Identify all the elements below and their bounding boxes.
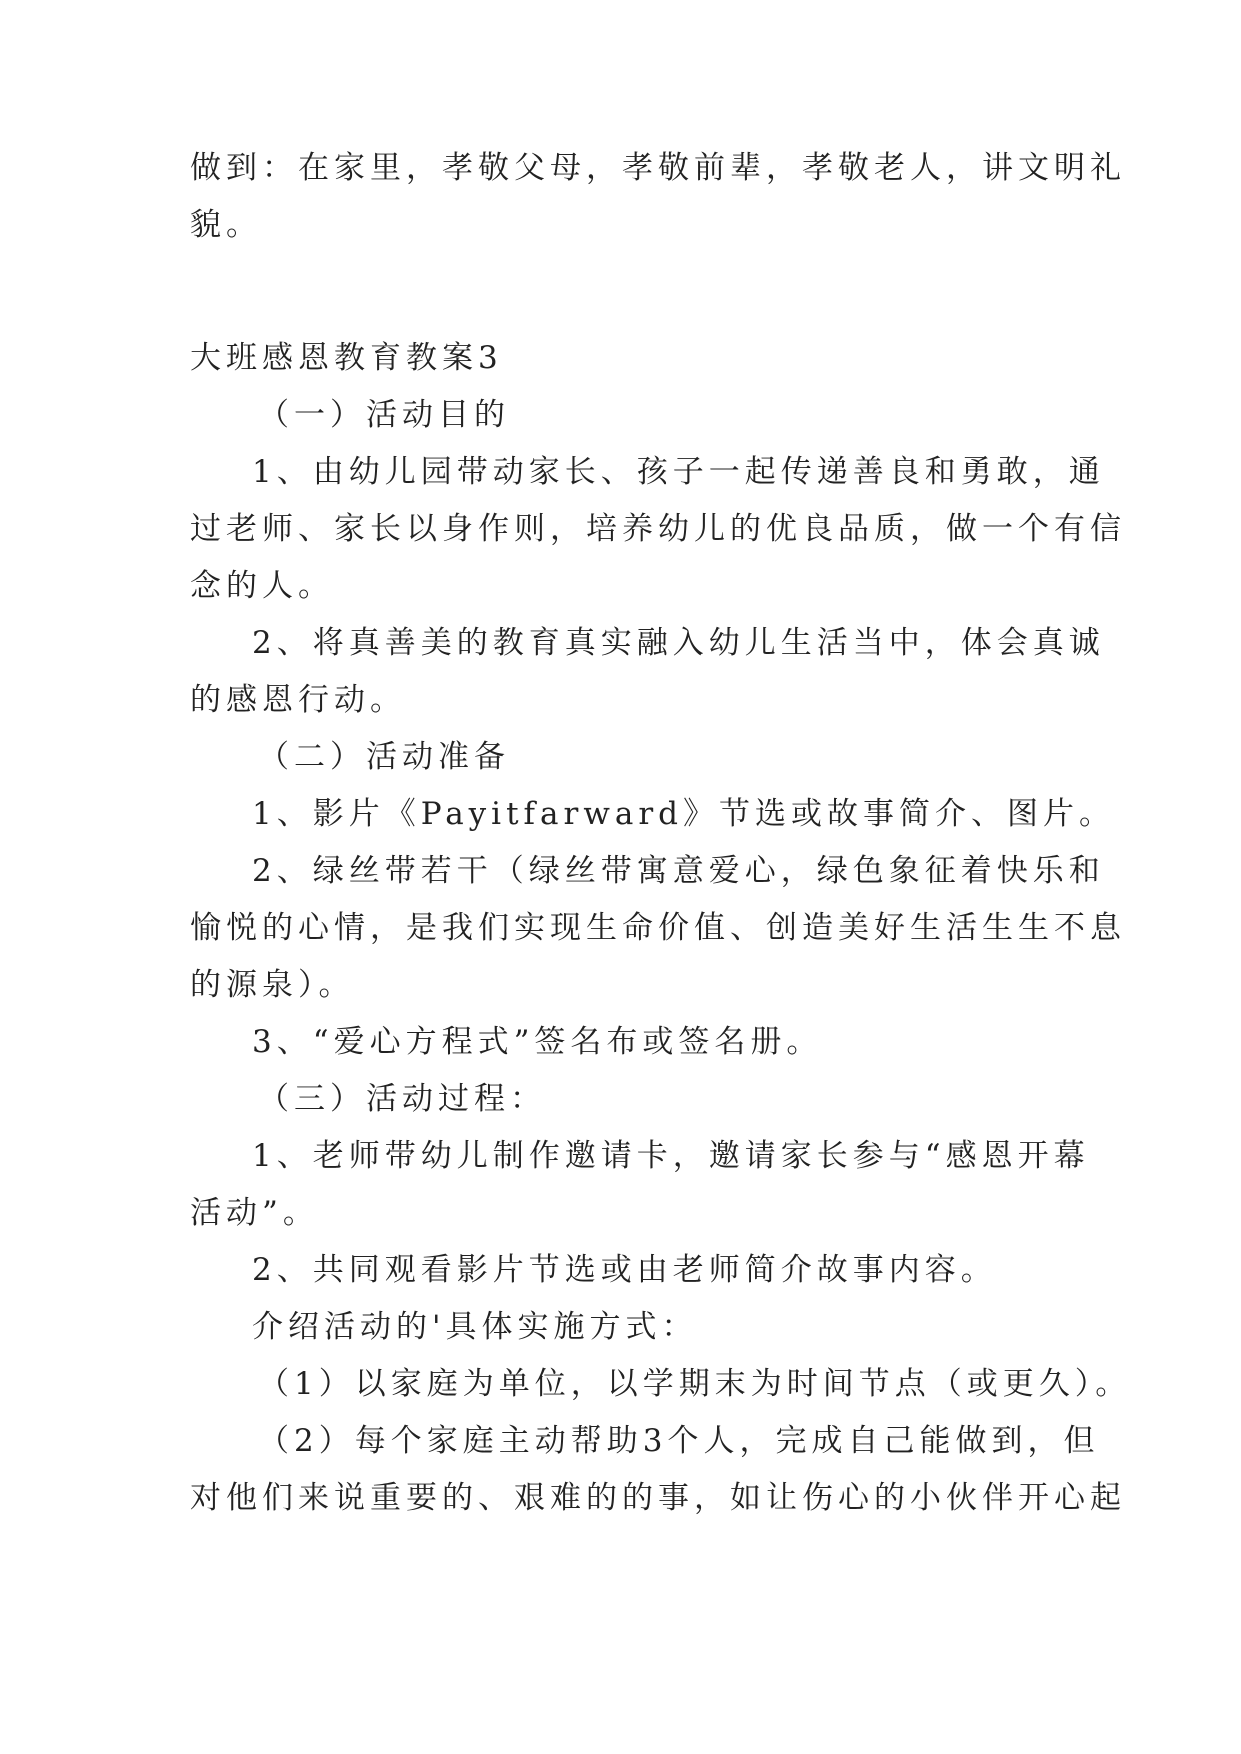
paragraph-line: 做到：在家里，孝敬父母，孝敬前辈，孝敬老人，讲文明礼: [190, 150, 1126, 186]
paragraph-line: 介绍活动的'具体实施方式：: [252, 1309, 698, 1345]
paragraph-line: 的源泉）。: [190, 967, 355, 1003]
paragraph-line: 过老师、家长以身作则，培养幼儿的优良品质，做一个有信: [190, 511, 1126, 547]
subsection-heading: （三）活动过程：: [258, 1081, 546, 1117]
subsection-heading: （二）活动准备: [258, 739, 510, 775]
paragraph-line: 1、影片《Payitfarward》节选或故事简介、图片。: [252, 796, 1116, 832]
paragraph-line: 1、老师带幼儿制作邀请卡，邀请家长参与“感恩开幕: [252, 1138, 1090, 1174]
paragraph-line: 3、“爱心方程式”签名布或签名册。: [252, 1024, 823, 1060]
paragraph-line: 2、共同观看影片节选或由老师简介故事内容。: [252, 1252, 997, 1288]
paragraph-line: 念的人。: [190, 568, 334, 604]
paragraph-line: 貌。: [190, 207, 262, 243]
list-item: （1）以家庭为单位，以学期末为时间节点（或更久）。: [258, 1366, 1132, 1402]
paragraph-line: 对他们来说重要的、艰难的的事，如让伤心的小伙伴开心起: [190, 1480, 1126, 1516]
paragraph-line: 2、将真善美的教育真实融入幼儿生活当中，体会真诚: [252, 625, 1105, 661]
paragraph-line: 1、由幼儿园带动家长、孩子一起传递善良和勇敢，通: [252, 454, 1105, 490]
list-item: （2）每个家庭主动帮助3个人，完成自己能做到，但: [258, 1423, 1100, 1459]
section-title: 大班感恩教育教案3: [190, 340, 503, 376]
paragraph-line: 活动”。: [190, 1195, 319, 1231]
subsection-heading: （一）活动目的: [258, 397, 510, 433]
paragraph-line: 2、绿丝带若干（绿丝带寓意爱心，绿色象征着快乐和: [252, 853, 1105, 889]
paragraph-line: 愉悦的心情，是我们实现生命价值、创造美好生活生生不息: [190, 910, 1126, 946]
paragraph-line: 的感恩行动。: [190, 682, 406, 718]
